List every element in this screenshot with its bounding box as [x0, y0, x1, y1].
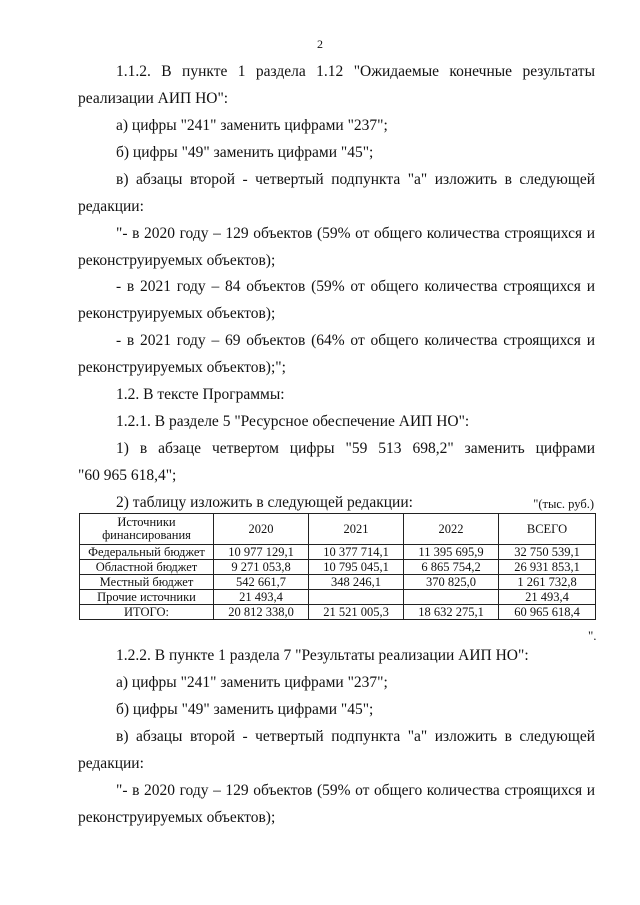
- table-cell: 21 493,4: [499, 590, 596, 605]
- paragraph-line: - в 2021 году – 69 объектов (64% от общего количества строящихся и: [116, 332, 595, 349]
- table-cell-source: Местный бюджет: [80, 575, 214, 590]
- table-header-cell: ВСЕГО: [499, 514, 596, 545]
- table-cell-source: Федеральный бюджет: [80, 545, 214, 560]
- paragraph-line: "- в 2020 году – 129 объектов (59% от общего количества строящихся и: [116, 782, 595, 799]
- table-cell: 10 795 045,1: [309, 560, 404, 575]
- table-row: [80, 545, 596, 560]
- table-row: [80, 575, 596, 590]
- table-closing-mark: ".: [588, 628, 597, 643]
- table-cell: 18 632 275,1: [404, 605, 499, 620]
- paragraph-line: "60 965 618,4";: [78, 467, 177, 484]
- table-cell: 10 977 129,1: [214, 545, 309, 560]
- paragraph-line: 1) в абзаце четвертом цифры "59 513 698,2" заменить цифрами: [116, 440, 595, 457]
- paragraph-line: б) цифры "49" заменить цифрами "45";: [116, 701, 374, 718]
- paragraph-line: реконструируемых объектов);: [78, 305, 276, 322]
- table-cell: 6 865 754,2: [404, 560, 499, 575]
- paragraph-line: а) цифры "241" заменить цифрами "237";: [116, 117, 388, 134]
- table-cell: 348 246,1: [309, 575, 404, 590]
- paragraph-line: - в 2021 году – 84 объектов (59% от общего количества строящихся и: [116, 278, 595, 295]
- paragraph-line: б) цифры "49" заменить цифрами "45";: [116, 144, 374, 161]
- paragraph-line: 1.2.1. В разделе 5 "Ресурсное обеспечение АИП НО":: [116, 413, 470, 430]
- table-row: [80, 560, 596, 575]
- paragraph-line: в) абзацы второй - четвертый подпункта "а" изложить в следующей: [116, 728, 595, 745]
- table-total-row: [80, 605, 596, 620]
- table-header-cell: 2021: [309, 514, 404, 545]
- table-cell: 9 271 053,8: [214, 560, 309, 575]
- table-cell: 21 493,4: [214, 590, 309, 605]
- table-cell: 60 965 618,4: [499, 605, 596, 620]
- table-cell: 370 825,0: [404, 575, 499, 590]
- table-cell: 32 750 539,1: [499, 545, 596, 560]
- table-cell-source: Областной бюджет: [80, 560, 214, 575]
- page-number: 2: [317, 37, 323, 51]
- table-cell: 542 661,7: [214, 575, 309, 590]
- table-cell-source: Прочие источники: [80, 590, 214, 605]
- table-header-row: [80, 514, 596, 545]
- table-header-cell: 2022: [404, 514, 499, 545]
- table-cell: 1 261 732,8: [499, 575, 596, 590]
- table-cell: [309, 590, 404, 605]
- budget-table: [79, 513, 596, 620]
- table-unit-label: "(тыс. руб.): [533, 497, 594, 511]
- paragraph-line: "- в 2020 году – 129 объектов (59% от общего количества строящихся и: [116, 225, 595, 242]
- paragraph-line: реконструируемых объектов);: [78, 809, 276, 826]
- paragraph-line: редакции:: [78, 198, 144, 215]
- table-cell: 10 377 714,1: [309, 545, 404, 560]
- paragraph-line: 2) таблицу изложить в следующей редакции:: [116, 494, 413, 511]
- paragraph-line: в) абзацы второй - четвертый подпункта "а" изложить в следующей: [116, 171, 595, 188]
- paragraph-line: а) цифры "241" заменить цифрами "237";: [116, 674, 388, 691]
- table-cell-source: ИТОГО:: [80, 605, 214, 620]
- table-cell: [404, 590, 499, 605]
- paragraph-line: реконструируемых объектов);: [78, 252, 276, 269]
- paragraph-line: 1.2.2. В пункте 1 раздела 7 "Результаты реализации АИП НО":: [116, 647, 529, 664]
- paragraph-line: 1.1.2. В пункте 1 раздела 1.12 "Ожидаемые конечные результаты: [116, 63, 595, 80]
- table-header-cell: Источники финансирования: [80, 514, 214, 545]
- paragraph-line: реконструируемых объектов);";: [78, 359, 286, 376]
- table-cell: 20 812 338,0: [214, 605, 309, 620]
- table-cell: 11 395 695,9: [404, 545, 499, 560]
- table-cell: 21 521 005,3: [309, 605, 404, 620]
- paragraph-line: 1.2. В тексте Программы:: [116, 386, 285, 403]
- table-header-cell: 2020: [214, 514, 309, 545]
- paragraph-line: реализации АИП НО":: [78, 90, 229, 107]
- paragraph-line: редакции:: [78, 755, 144, 772]
- table-cell: 26 931 853,1: [499, 560, 596, 575]
- table-row: [80, 590, 596, 605]
